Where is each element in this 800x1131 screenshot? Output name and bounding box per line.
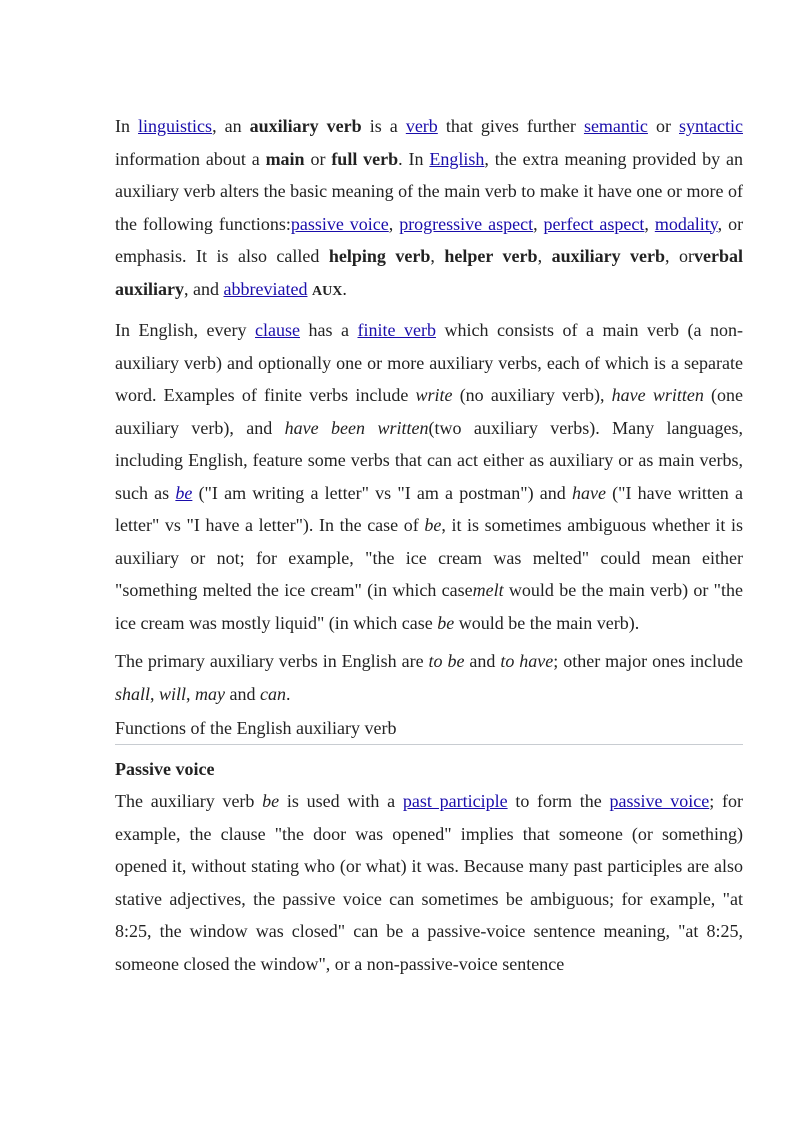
- example-have-written: have written: [611, 385, 704, 405]
- article-body: [115, 110, 743, 986]
- link-syntactic[interactable]: syntactic: [679, 116, 743, 136]
- example-can: can: [260, 683, 287, 704]
- example-will: will: [159, 683, 187, 704]
- link-past-participle[interactable]: past participle: [402, 791, 508, 811]
- link-linguistics[interactable]: linguistics: [138, 116, 213, 136]
- example-may: may: [195, 683, 226, 704]
- example-melt: melt: [472, 580, 504, 600]
- passive-voice-paragraph: The auxiliary verb be is used with a past participle to form the passive voice; for example, the clause "the door was opened" implies that someone (or something) opened it, without stating who (or what) it was. Because many past participles are also stative adjectives, the passive voice can sometimes be ambiguous; for example, "at 8:25, the window was closed" can be a passive-voice sentence meaning, "at 8:25, someone closed the window", or a non-passive-voice sentence: [115, 791, 743, 974]
- link-english[interactable]: English: [429, 148, 485, 169]
- term-full-verb: full verb: [331, 148, 399, 169]
- abbr-aux: AUX: [311, 283, 343, 299]
- link-passive-voice-2[interactable]: passive voice: [609, 791, 710, 811]
- example-have: have: [571, 482, 606, 503]
- link-be[interactable]: be: [175, 482, 193, 503]
- example-to-be: to be: [428, 651, 465, 671]
- example-to-have: to have: [500, 651, 554, 671]
- primary-auxiliaries-paragraph: The primary auxiliary verbs in English are to be and to have; other major ones include shall, will, may and can.: [115, 651, 744, 704]
- term-verbal-auxiliary: verbal auxiliary: [115, 246, 744, 299]
- link-semantic[interactable]: semantic: [583, 116, 648, 136]
- term-auxiliary-verb: auxiliary verb: [249, 116, 362, 136]
- link-abbreviated[interactable]: abbreviated: [223, 278, 308, 299]
- link-clause[interactable]: clause: [255, 320, 300, 340]
- example-shall: shall: [115, 683, 151, 704]
- link-modality[interactable]: modality: [654, 213, 718, 234]
- term-main: main: [265, 148, 305, 169]
- link-perfect-aspect[interactable]: perfect aspect: [543, 213, 645, 234]
- example-be-2: be: [437, 612, 455, 633]
- subsection-heading: Passive voice: [115, 759, 215, 779]
- example-be-passive: be: [262, 791, 280, 811]
- term-auxiliary-verb-2: auxiliary verb: [551, 246, 666, 266]
- term-helping-verb: helping verb: [328, 246, 431, 266]
- example-write: write: [415, 385, 453, 405]
- term-helper-verb: helper verb: [444, 246, 538, 266]
- link-progressive-aspect[interactable]: progressive aspect: [399, 213, 534, 234]
- link-passive-voice[interactable]: passive voice: [290, 213, 389, 234]
- section-heading: Functions of the English auxiliary verb: [115, 716, 743, 745]
- example-have-been-written: have been written: [284, 417, 429, 438]
- finite-verb-paragraph: In English, every clause has a finite verb which consists of a main verb (a non-auxiliary verb) and optionally one or more auxiliary verbs, each of which is a separate word. Examples of finite verbs include write (no auxiliary verb), have written (one auxiliary verb), and have been written(two auxiliary verbs). Many languages, including English, feature some verbs that can act either as auxiliary or as main verbs, such as be ("I am writing a letter" vs "I am a postman") and have ("I have written a letter" vs "I have a letter"). In the case of be, it is sometimes ambiguous whether it is auxiliary or not; for example, "the ice cream was melted" could mean either "something melted the ice cream" (in which casemelt would be the main verb) or "the ice cream was mostly liquid" (in which case be would be the main verb).: [115, 320, 744, 633]
- example-be: be: [424, 515, 442, 535]
- link-verb[interactable]: verb: [405, 116, 438, 136]
- intro-paragraph: In linguistics, an auxiliary verb is a verb that gives further semantic or syntactic information about a main or full verb. In English, the extra meaning provided by an auxiliary verb alters the basic meaning of the main verb to make it have one or more of the following functions:passive voice, progressive aspect, perfect aspect, modality, or emphasis. It is also called helping verb, helper verb, auxiliary verb, orverbal auxiliary, and abbreviated AUX.: [115, 116, 744, 299]
- link-finite-verb[interactable]: finite verb: [357, 320, 436, 340]
